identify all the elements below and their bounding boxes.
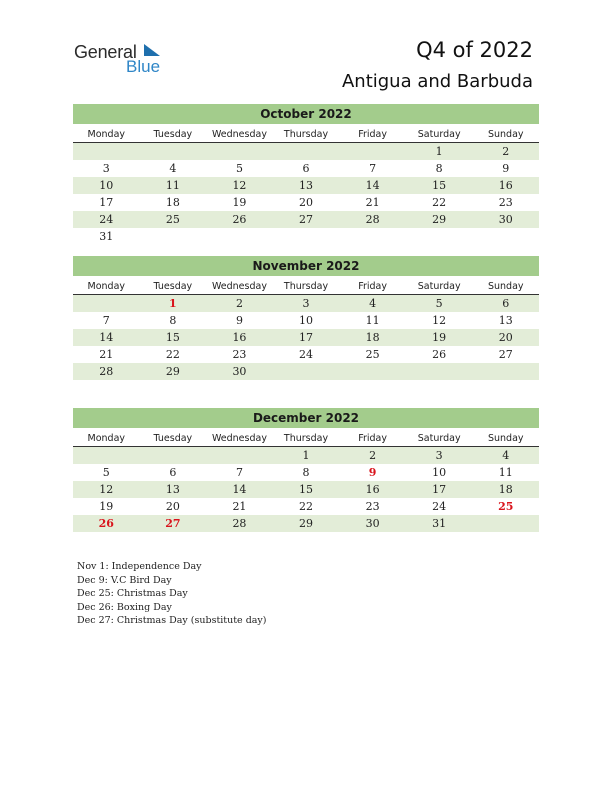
- date-cell: 23: [365, 500, 380, 513]
- holiday-date-cell: 26: [98, 517, 114, 530]
- week-row: [73, 228, 539, 245]
- date-cell: 16: [232, 331, 247, 344]
- date-cell: 8: [169, 314, 177, 327]
- date-cell: 9: [235, 314, 243, 327]
- weekday-label: Wednesday: [211, 129, 267, 140]
- date-cell: 7: [369, 162, 377, 175]
- date-cell: 30: [232, 365, 247, 378]
- date-cell: 2: [369, 449, 377, 462]
- week-row: [73, 329, 539, 346]
- date-cell: 28: [365, 213, 380, 226]
- date-cell: 11: [365, 314, 380, 327]
- date-cell: 15: [432, 179, 447, 192]
- date-cell: 14: [232, 483, 247, 496]
- month-calendar-october: [73, 104, 539, 245]
- date-cell: [273, 143, 340, 160]
- week-row: [73, 464, 539, 481]
- date-cell: 22: [165, 348, 180, 361]
- month-title: November 2022: [73, 256, 539, 276]
- date-cell: 21: [232, 500, 247, 513]
- date-cell: 3: [302, 297, 310, 310]
- date-cell: 26: [432, 348, 447, 361]
- weekday-label: Monday: [87, 129, 126, 140]
- date-cell: 23: [232, 348, 247, 361]
- weekday-header-row: [73, 430, 539, 447]
- week-row: [73, 312, 539, 329]
- date-cell: 12: [432, 314, 447, 327]
- date-cell: 12: [99, 483, 114, 496]
- date-cell: 20: [498, 331, 513, 344]
- date-cell: 17: [299, 331, 314, 344]
- date-cell: 6: [169, 466, 177, 479]
- date-cell: 17: [99, 196, 114, 209]
- weekday-label: Monday: [87, 281, 126, 292]
- date-cell: [206, 228, 273, 245]
- date-cell: 17: [432, 483, 447, 496]
- date-cell: [273, 363, 340, 380]
- date-cell: [472, 228, 539, 245]
- holiday-date-cell: 25: [498, 500, 514, 513]
- week-row: [73, 211, 539, 228]
- date-cell: 7: [235, 466, 243, 479]
- date-cell: 24: [99, 213, 114, 226]
- date-cell: 8: [435, 162, 443, 175]
- date-cell: 14: [99, 331, 114, 344]
- holiday-notes: [77, 560, 267, 628]
- logo-text-general: General: [74, 42, 137, 62]
- date-cell: 7: [102, 314, 110, 327]
- week-row: [73, 160, 539, 177]
- logo-triangle-icon: [142, 44, 162, 58]
- date-cell: 22: [299, 500, 314, 513]
- logo-text-blue: Blue: [126, 57, 161, 76]
- date-cell: 2: [502, 145, 510, 158]
- date-cell: 3: [435, 449, 443, 462]
- date-cell: 30: [365, 517, 380, 530]
- holiday-date-cell: 27: [165, 517, 181, 530]
- week-row: [73, 481, 539, 498]
- date-cell: 16: [365, 483, 380, 496]
- date-cell: [406, 363, 473, 380]
- weekday-label: Saturday: [417, 281, 461, 292]
- weekday-label: Thursday: [283, 129, 329, 140]
- date-cell: [73, 143, 140, 160]
- date-cell: 18: [365, 331, 380, 344]
- date-cell: [73, 295, 140, 312]
- date-cell: 16: [498, 179, 513, 192]
- date-cell: 4: [502, 449, 510, 462]
- date-cell: [273, 228, 340, 245]
- page-title: Q4 of 2022: [416, 38, 533, 62]
- date-cell: [339, 363, 406, 380]
- date-cell: 5: [102, 466, 110, 479]
- date-cell: [140, 143, 207, 160]
- date-cell: 3: [102, 162, 110, 175]
- date-cell: 13: [498, 314, 513, 327]
- date-cell: 29: [432, 213, 447, 226]
- weekday-label: Tuesday: [153, 129, 193, 140]
- date-cell: 2: [235, 297, 243, 310]
- date-cell: 27: [498, 348, 513, 361]
- date-cell: 26: [232, 213, 247, 226]
- date-cell: 21: [99, 348, 114, 361]
- date-cell: 28: [99, 365, 114, 378]
- week-row: [73, 363, 539, 380]
- week-row: [73, 194, 539, 211]
- week-row: [73, 498, 539, 515]
- date-cell: 14: [365, 179, 380, 192]
- date-cell: 12: [232, 179, 247, 192]
- weekday-label: Saturday: [417, 129, 461, 140]
- weekday-label: Saturday: [417, 433, 461, 444]
- date-cell: 10: [99, 179, 114, 192]
- date-cell: 15: [299, 483, 314, 496]
- date-cell: 8: [302, 466, 310, 479]
- weekday-label: Monday: [87, 433, 126, 444]
- date-cell: [140, 447, 207, 464]
- weekday-header-row: [73, 126, 539, 143]
- date-cell: 23: [498, 196, 513, 209]
- holiday-date-cell: 9: [368, 466, 377, 479]
- date-cell: 29: [165, 365, 180, 378]
- date-cell: 10: [299, 314, 314, 327]
- weekday-label: Sunday: [487, 433, 524, 444]
- week-row: [73, 346, 539, 363]
- date-cell: 30: [498, 213, 513, 226]
- weekday-label: Tuesday: [153, 433, 193, 444]
- week-row: [73, 177, 539, 194]
- date-cell: 18: [165, 196, 180, 209]
- date-cell: 6: [502, 297, 510, 310]
- date-cell: 10: [432, 466, 447, 479]
- date-cell: [206, 447, 273, 464]
- date-cell: 24: [432, 500, 447, 513]
- date-cell: 18: [498, 483, 513, 496]
- holiday-note: Nov 1: Independence Day: [77, 561, 202, 572]
- date-cell: 11: [498, 466, 513, 479]
- date-cell: [339, 143, 406, 160]
- date-cell: [73, 447, 140, 464]
- week-row: [73, 515, 539, 532]
- weekday-label: Tuesday: [153, 281, 193, 292]
- weekday-label: Thursday: [283, 281, 329, 292]
- week-row: [73, 143, 539, 160]
- holiday-note: Dec 25: Christmas Day: [77, 588, 188, 599]
- date-cell: 5: [435, 297, 443, 310]
- holiday-note: Dec 27: Christmas Day (substitute day): [77, 615, 267, 626]
- date-cell: 29: [299, 517, 314, 530]
- date-cell: 21: [365, 196, 380, 209]
- weekday-label: Friday: [358, 433, 387, 444]
- date-cell: 19: [432, 331, 447, 344]
- date-cell: 11: [165, 179, 180, 192]
- weekday-header-row: [73, 278, 539, 295]
- month-calendar-december: [73, 408, 539, 532]
- weekday-label: Sunday: [487, 281, 524, 292]
- date-cell: 1: [435, 145, 443, 158]
- holiday-note: Dec 26: Boxing Day: [77, 601, 172, 613]
- date-cell: 13: [165, 483, 180, 496]
- date-cell: 31: [432, 517, 447, 530]
- week-row: [73, 447, 539, 464]
- date-cell: 6: [302, 162, 310, 175]
- date-cell: 5: [235, 162, 243, 175]
- date-cell: 20: [165, 500, 180, 513]
- weekday-label: Sunday: [487, 129, 524, 140]
- holiday-note: Dec 9: V.C Bird Day: [77, 574, 172, 586]
- date-cell: 1: [302, 449, 310, 462]
- date-cell: 25: [365, 348, 380, 361]
- date-cell: 19: [99, 500, 114, 513]
- date-cell: 13: [299, 179, 314, 192]
- date-cell: [140, 228, 207, 245]
- weekday-label: Wednesday: [211, 281, 267, 292]
- date-cell: 28: [232, 517, 247, 530]
- date-cell: 22: [432, 196, 447, 209]
- date-cell: 20: [299, 196, 314, 209]
- holiday-date-cell: 1: [169, 297, 177, 310]
- date-cell: 27: [299, 213, 314, 226]
- month-title: December 2022: [73, 408, 539, 428]
- weekday-label: Thursday: [283, 433, 329, 444]
- weekday-label: Friday: [358, 129, 387, 140]
- date-cell: 24: [299, 348, 314, 361]
- date-cell: 9: [502, 162, 510, 175]
- date-cell: [206, 143, 273, 160]
- date-cell: 4: [369, 297, 377, 310]
- date-cell: 31: [99, 230, 114, 243]
- date-cell: 19: [232, 196, 247, 209]
- page-subtitle: Antigua and Barbuda: [341, 71, 533, 92]
- date-cell: [406, 228, 473, 245]
- date-cell: 25: [165, 213, 180, 226]
- date-cell: [472, 515, 539, 532]
- week-row: [73, 295, 539, 312]
- date-cell: [339, 228, 406, 245]
- date-cell: [472, 363, 539, 380]
- month-calendar-november: [73, 256, 539, 380]
- weekday-label: Wednesday: [211, 433, 267, 444]
- date-cell: 4: [169, 162, 177, 175]
- logo: [74, 42, 174, 76]
- month-title: October 2022: [73, 104, 539, 124]
- date-cell: 15: [165, 331, 180, 344]
- weekday-label: Friday: [358, 281, 387, 292]
